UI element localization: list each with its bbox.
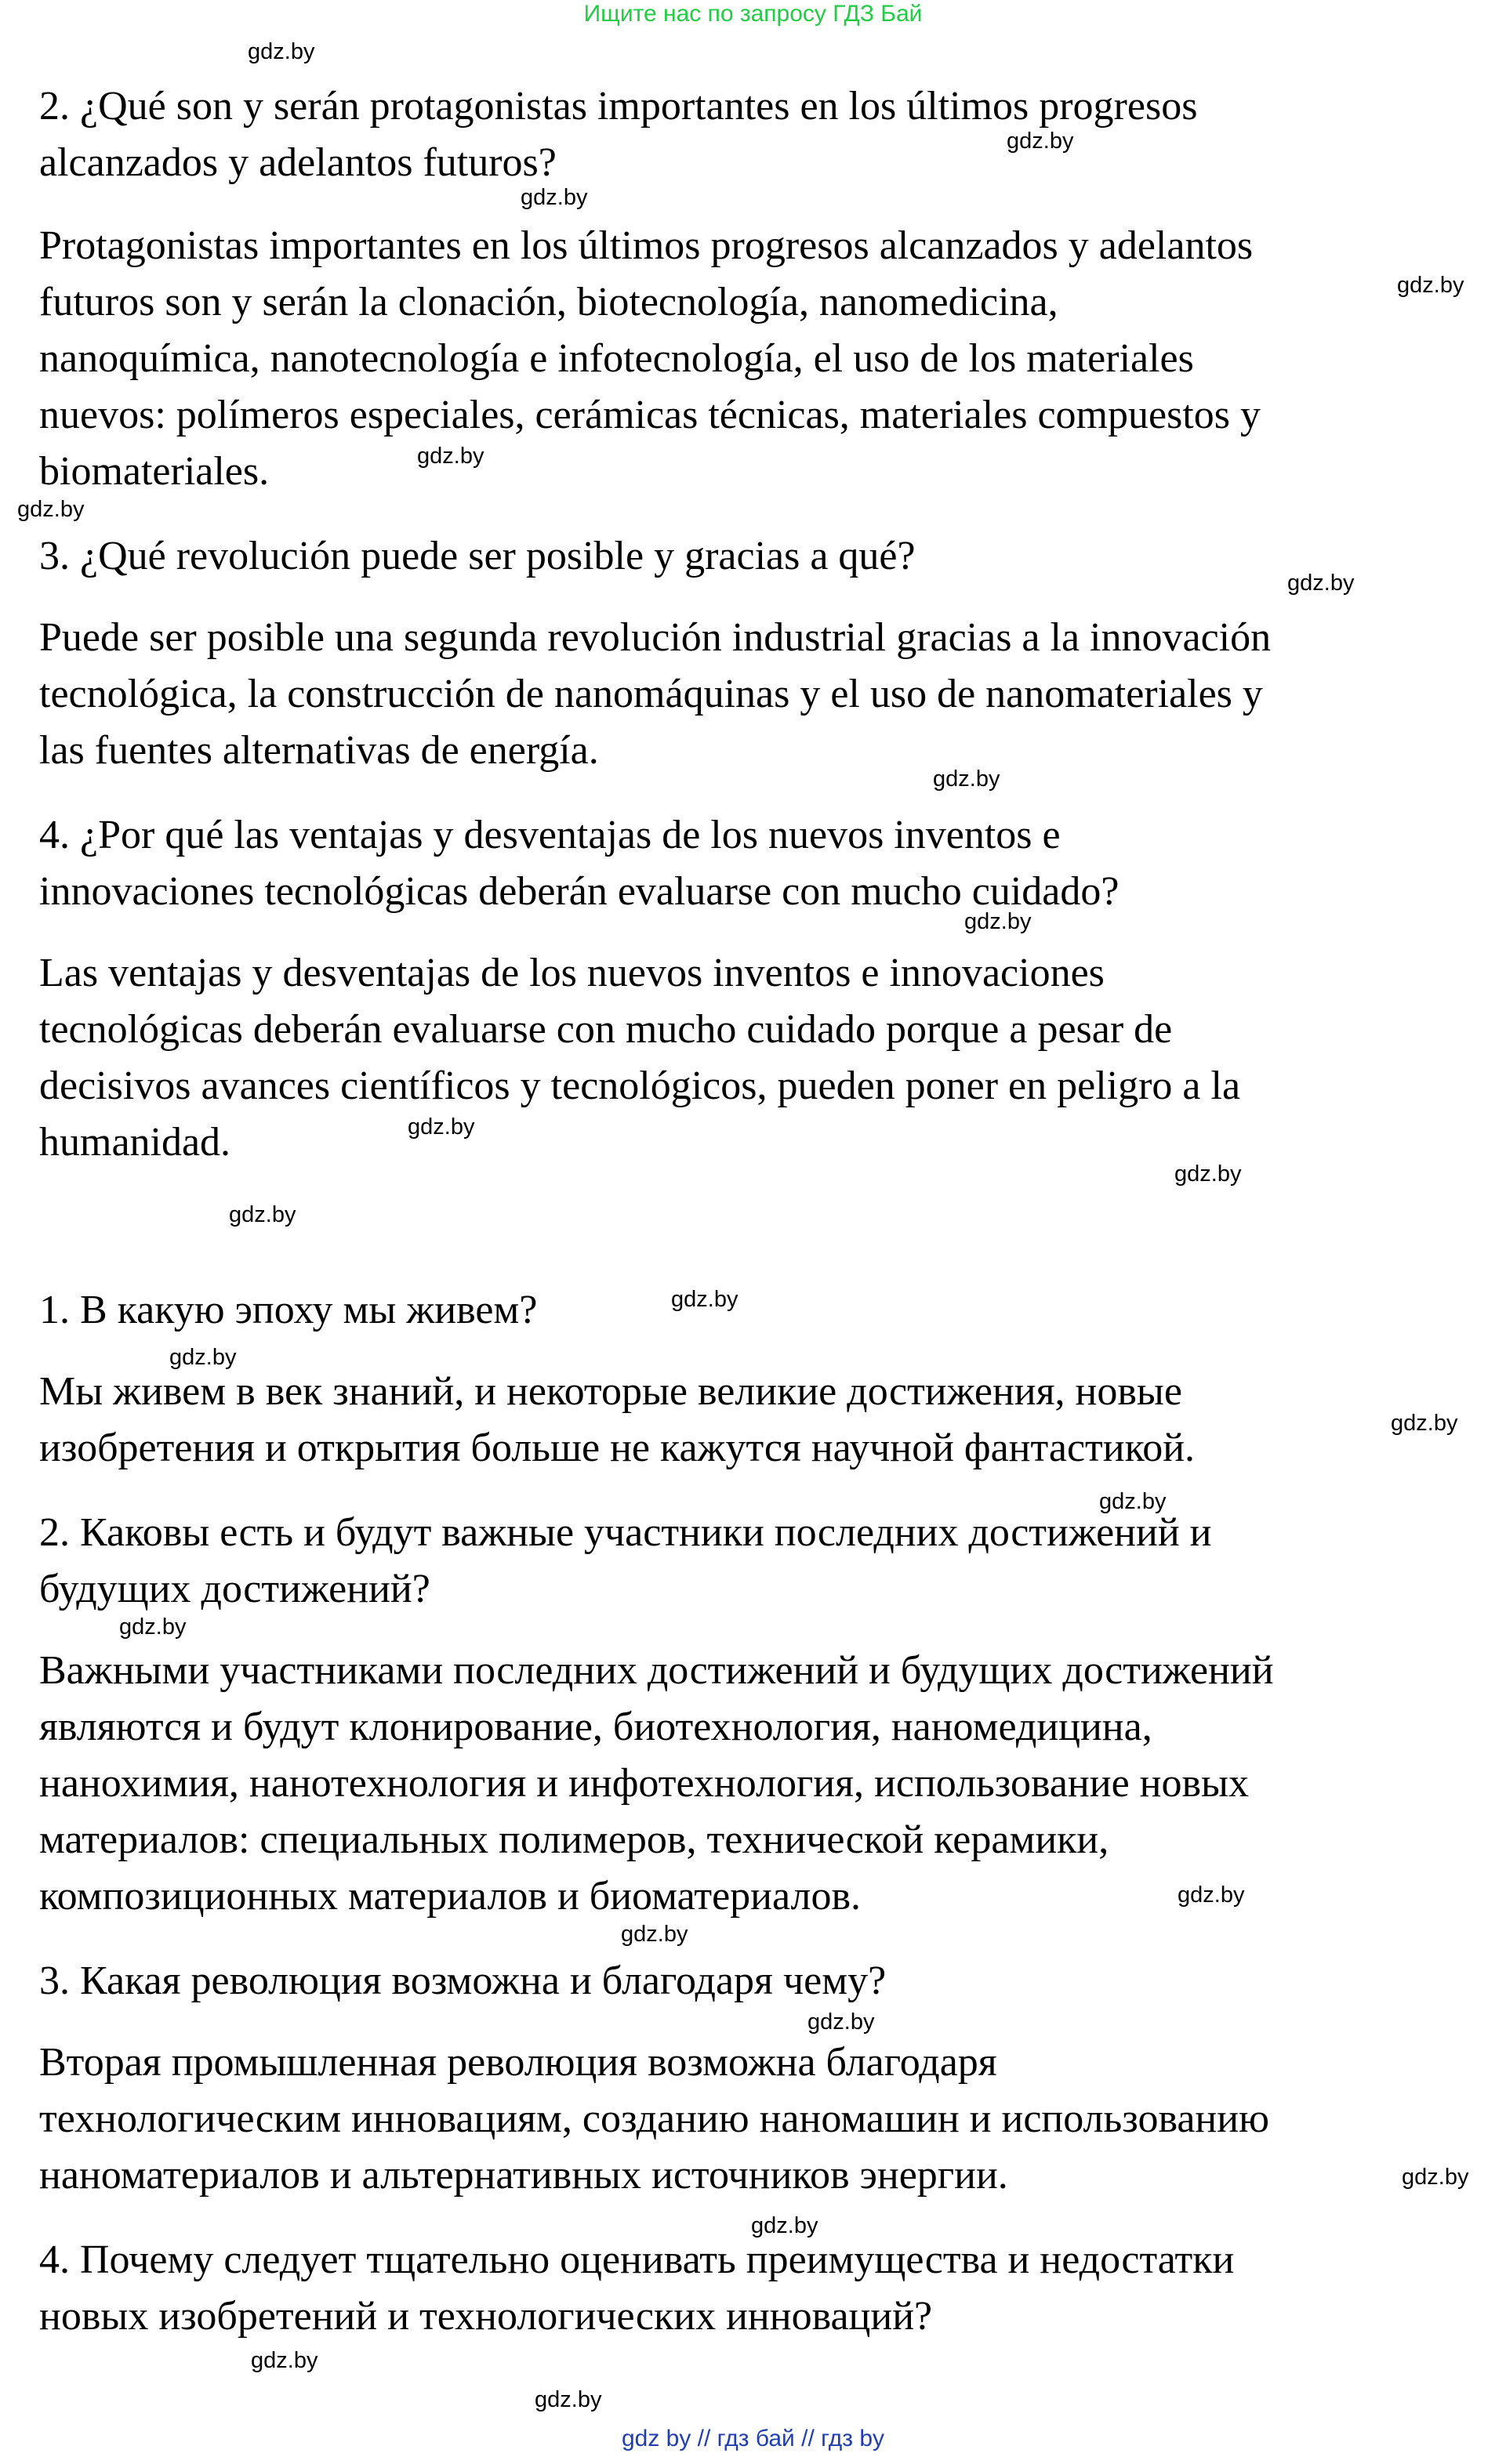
text-line: Важными участниками последних достижений и будущих достижений <box>39 1648 1274 1693</box>
text-line: 2. Каковы есть и будут важные участники последних достижений и <box>39 1510 1212 1555</box>
es-answer-4 <box>39 945 1474 1171</box>
text-line: las fuentes alternativas de energía. <box>39 728 599 773</box>
watermark-text: gdz.by <box>807 2009 875 2035</box>
watermark-text: gdz.by <box>1397 273 1464 298</box>
text-line: изобретения и открытия больше не кажутся научной фантастикой. <box>39 1426 1196 1470</box>
text-line: humanidad. <box>39 1120 231 1165</box>
text-line: 1. В какую эпоху мы живем? <box>39 1288 538 1332</box>
watermark-text: gdz.by <box>408 1114 475 1140</box>
text-line: новых изобретений и технологических инноваций? <box>39 2294 933 2339</box>
text-line: biomateriales. <box>39 449 270 494</box>
watermark-text: gdz.by <box>119 1614 187 1640</box>
es-answer-2 <box>39 218 1474 500</box>
text-line: 4. ¿Por qué las ventajas y desventajas de los nuevos inventos e <box>39 813 1061 857</box>
watermark-text: gdz.by <box>1287 571 1355 596</box>
text-line: Puede ser posible una segunda revolución industrial gracias a la innovación <box>39 615 1272 660</box>
watermark-text: gdz.by <box>535 2387 602 2412</box>
watermark-text: gdz.by <box>17 497 85 522</box>
ru-answer-2 <box>39 1643 1474 1925</box>
watermark-text: gdz.by <box>1178 1882 1245 1908</box>
watermark-text: gdz.by <box>229 1202 296 1227</box>
text-line: Protagonistas importantes en los últimos progresos alcanzados y adelantos <box>39 223 1254 268</box>
es-question-3 <box>39 528 1474 585</box>
text-line: 3. ¿Qué revolución puede ser posible y gracias a qué? <box>39 534 916 578</box>
text-line: Las ventajas y desventajas de los nuevos inventos e innovaciones <box>39 951 1105 995</box>
watermark-text: gdz.by <box>248 39 315 64</box>
es-question-2 <box>39 78 1474 191</box>
watermark-text: gdz.by <box>1174 1161 1242 1187</box>
ru-question-3 <box>39 1953 1474 2009</box>
ru-question-4 <box>39 2232 1474 2345</box>
text-line: композиционных материалов и биоматериалов. <box>39 1874 862 1919</box>
watermark-text: gdz.by <box>751 2213 818 2238</box>
text-line: Мы живем в век знаний, и некоторые великие достижения, новые <box>39 1369 1182 1414</box>
ru-answer-1 <box>39 1364 1474 1477</box>
text-line: Вторая промышленная революция возможна благодаря <box>39 2040 997 2085</box>
footer-links[interactable]: gdz by // гдз бай // гдз by <box>621 2426 885 2451</box>
text-line: futuros son y serán la clonación, biotecnología, nanomedicina, <box>39 280 1058 324</box>
watermark-text: gdz.by <box>1007 129 1074 154</box>
text-line: tecnológicas deberán evaluarse con mucho cuidado porque a pesar de <box>39 1007 1173 1052</box>
watermark-text: gdz.by <box>1391 1411 1458 1436</box>
text-line: innovaciones tecnológicas deberán evaluarse con mucho cuidado? <box>39 869 1120 914</box>
text-line: tecnológica, la construcción de nanomáquinas y el uso de nanomateriales y <box>39 672 1263 716</box>
text-line: alcanzados y adelantos futuros? <box>39 140 557 185</box>
watermark-text: gdz.by <box>521 185 588 210</box>
watermark-text: gdz.by <box>251 2348 318 2373</box>
text-line: 3. Какая революция возможна и благодаря чему? <box>39 1959 887 2003</box>
text-line: технологическим инновациям, созданию наномашин и использованию <box>39 2096 1269 2141</box>
text-line: nanoquímica, nanotecnología e infotecnología, el uso de los materiales <box>39 336 1194 381</box>
watermark-text: gdz.by <box>671 1287 738 1312</box>
watermark-text: gdz.by <box>964 909 1032 934</box>
text-line: будущих достижений? <box>39 1567 430 1611</box>
watermark-text: gdz.by <box>169 1345 237 1370</box>
text-line: nuevos: polímeros especiales, cerámicas técnicas, materiales compuestos y <box>39 393 1261 437</box>
watermark-text: gdz.by <box>1099 1489 1167 1514</box>
ru-question-2 <box>39 1505 1474 1618</box>
ru-answer-3 <box>39 2035 1474 2204</box>
text-line: decisivos avances científicos y tecnológicos, pueden poner en peligro a la <box>39 1064 1241 1108</box>
text-line: наноматериалов и альтернативных источников энергии. <box>39 2153 1008 2198</box>
watermark-text: gdz.by <box>933 766 1000 792</box>
watermark-text: gdz.by <box>621 1922 688 1947</box>
es-answer-3 <box>39 610 1474 779</box>
text-line: являются и будут клонирование, биотехнология, наномедицина, <box>39 1705 1152 1749</box>
search-hint-link[interactable]: Ищите нас по запросу ГДЗ Бай <box>583 1 923 27</box>
watermark-text: gdz.by <box>1402 2165 1469 2190</box>
text-line: материалов: специальных полимеров, технической керамики, <box>39 1817 1109 1862</box>
ru-question-1 <box>39 1282 1474 1339</box>
text-line: 2. ¿Qué son y serán protagonistas importantes en los últimos progresos <box>39 84 1198 129</box>
text-line: 4. Почему следует тщательно оценивать преимущества и недостатки <box>39 2238 1235 2282</box>
text-line: нанохимия, нанотехнология и инфотехнология, использование новых <box>39 1761 1249 1806</box>
watermark-text: gdz.by <box>417 444 484 469</box>
es-question-4 <box>39 807 1474 920</box>
